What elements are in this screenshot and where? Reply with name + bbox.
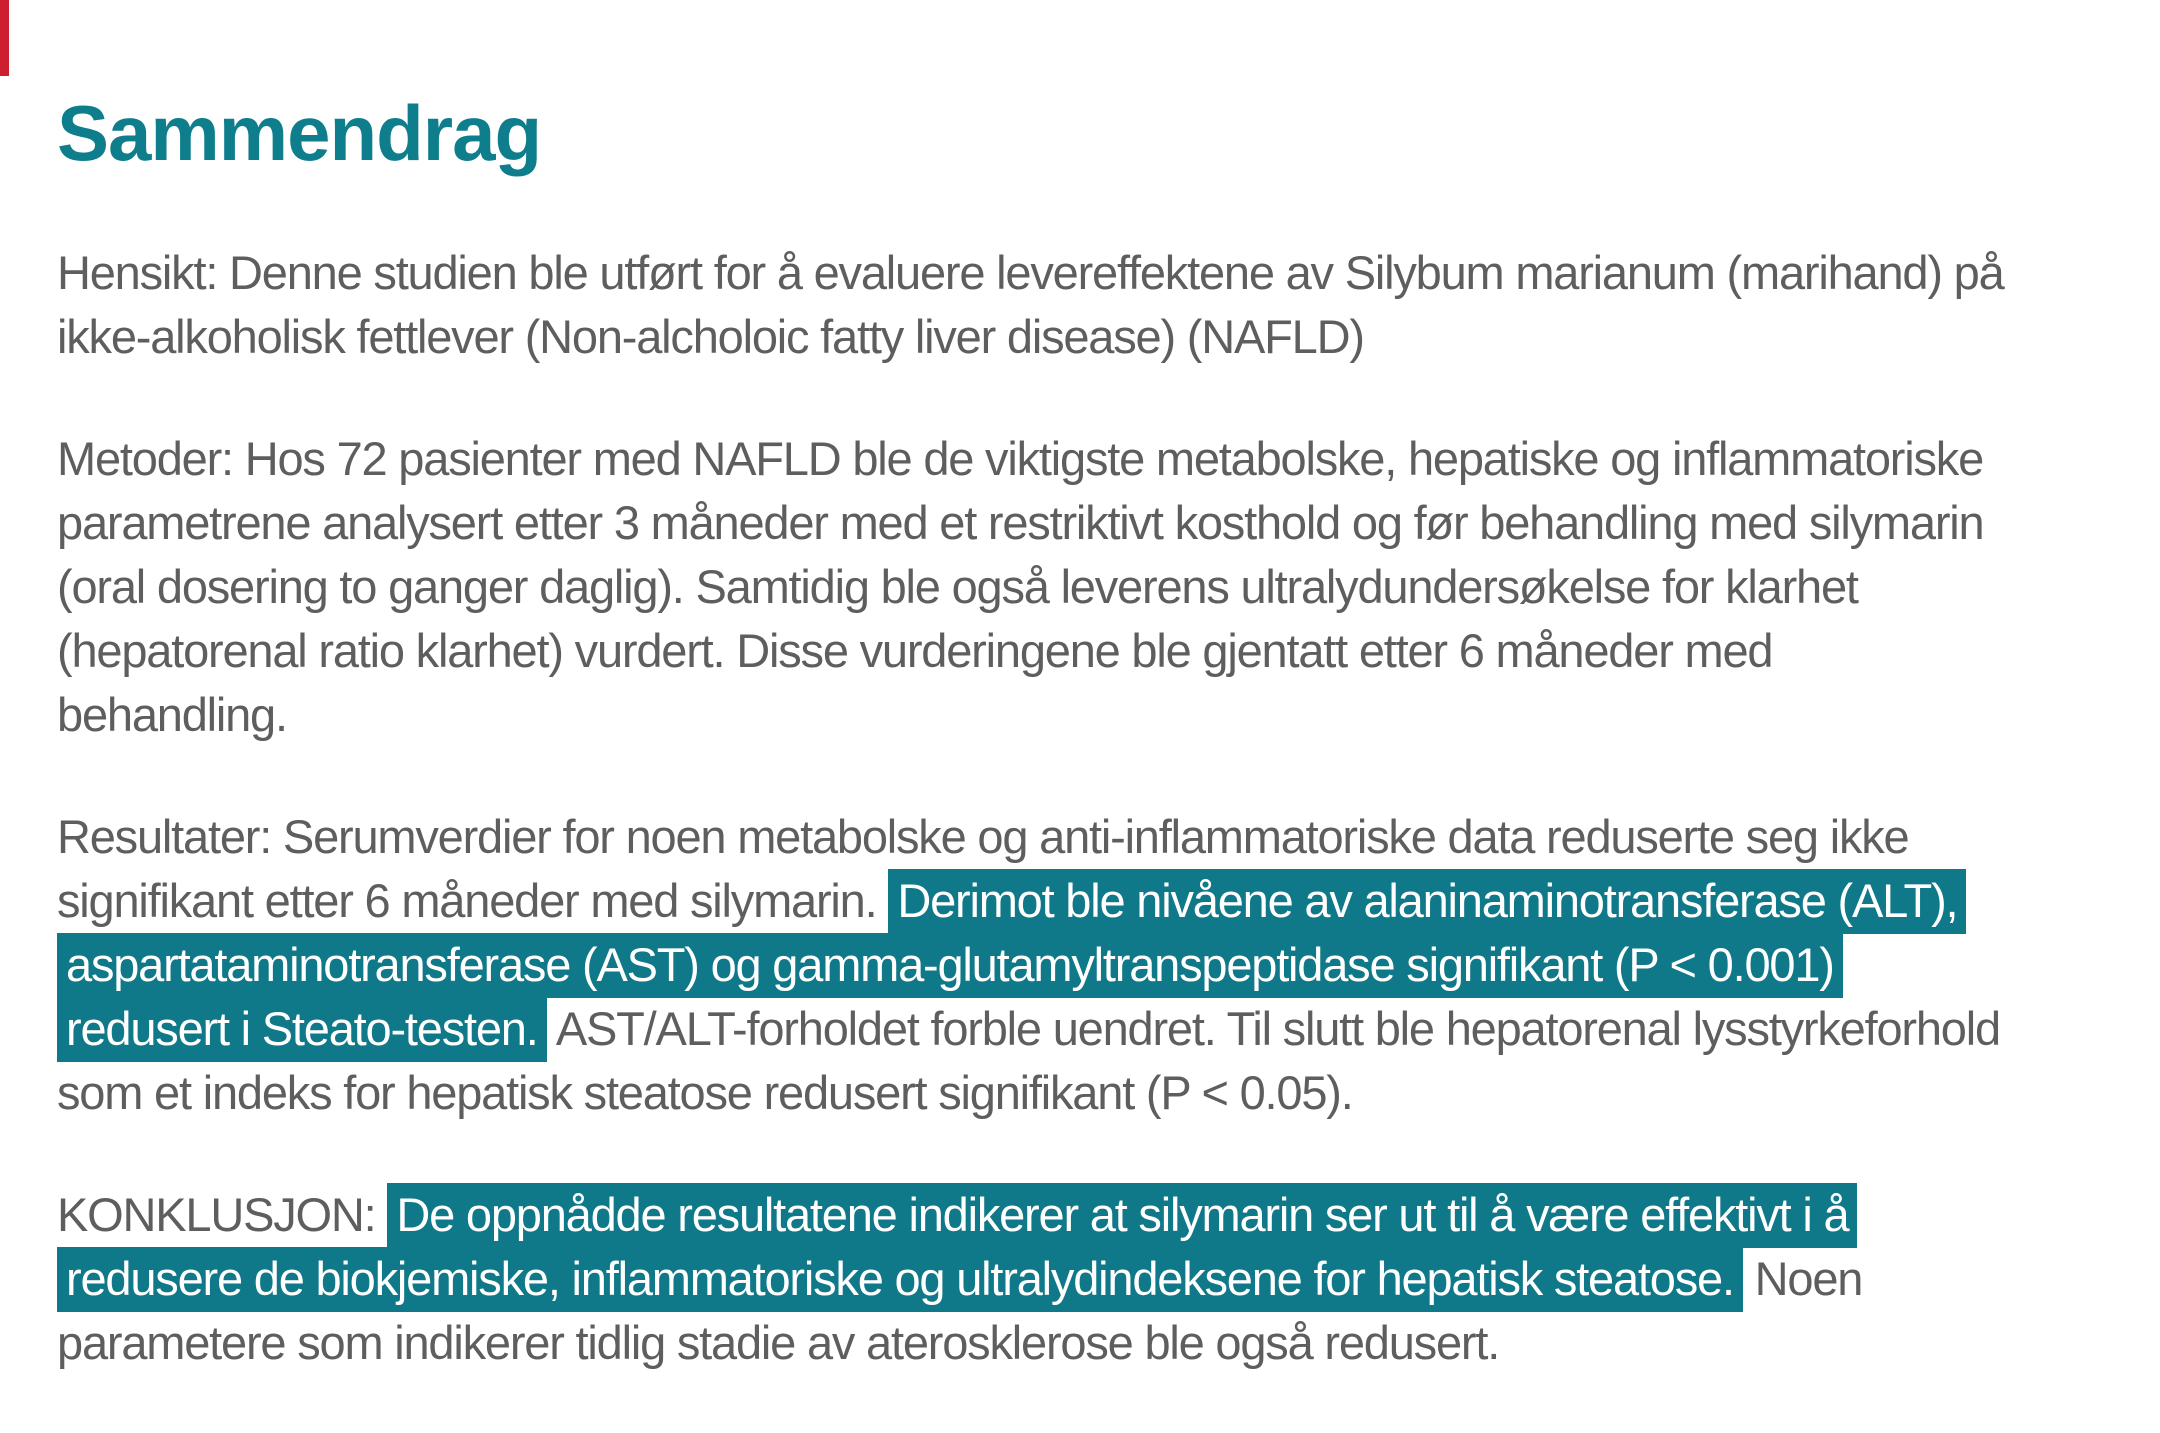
text-segment: Resultater: Serumverdier for noen metabolske og anti-inflammatoriske data reduserte seg ikke signifikant etter 6 måneder med silymarin. [57, 810, 1909, 927]
paragraph-metoder [57, 427, 2007, 747]
text-segment: Metoder: Hos 72 pasienter med NAFLD ble de viktigste metabolske, hepatiske og inflammatoriske parametrene analysert etter 3 måneder med et restriktivt kosthold og før behandling med silymarin (oral dosering to ganger daglig). Samtidig ble også leverens ultralydundersøkelse for klarhet (hepatorenal ratio klarhet) vurdert. Disse vurderingene ble gjentatt etter 6 måneder med behandling. [57, 432, 1984, 741]
paragraph-hensikt [57, 241, 2007, 369]
text-segment: AST/ALT-forholdet forble uendret. Til slutt ble hepatorenal lysstyrkeforhold som et indeks for hepatisk steatose redusert signifikant (P < 0.05). [57, 1002, 2000, 1119]
document-content [57, 0, 2007, 1433]
text-segment: KONKLUSJON: [57, 1188, 388, 1241]
paragraph-konklusjon [57, 1183, 2007, 1375]
paragraph-resultater [57, 805, 2007, 1125]
highlighted-text-segment: De oppnådde resultatene indikerer at silymarin ser ut til å være effektivt i å redusere de biokjemiske, inflammatoriske og ultralydindeksene for hepatisk steatose. [57, 1183, 1857, 1312]
page-title: Sammendrag [57, 89, 542, 177]
text-segment: Noen parametere som indikerer tidlig stadie av aterosklerose ble også redusert. [57, 1252, 1863, 1369]
text-segment: Hensikt: Denne studien ble utført for å evaluere levereffektene av Silybum marianum (marihand) på ikke-alkoholisk fettlever (Non-alcholoic fatty liver disease) (NAFLD) [57, 246, 2004, 363]
highlighted-text-segment: Derimot ble nivåene av alaninaminotransferase (ALT), aspartataminotransferase (AST) og gamma-glutamyltranspeptidase signifikant (P < 0.001) redusert i Steato-testen. [57, 869, 1966, 1062]
red-accent-bar [0, 0, 9, 76]
